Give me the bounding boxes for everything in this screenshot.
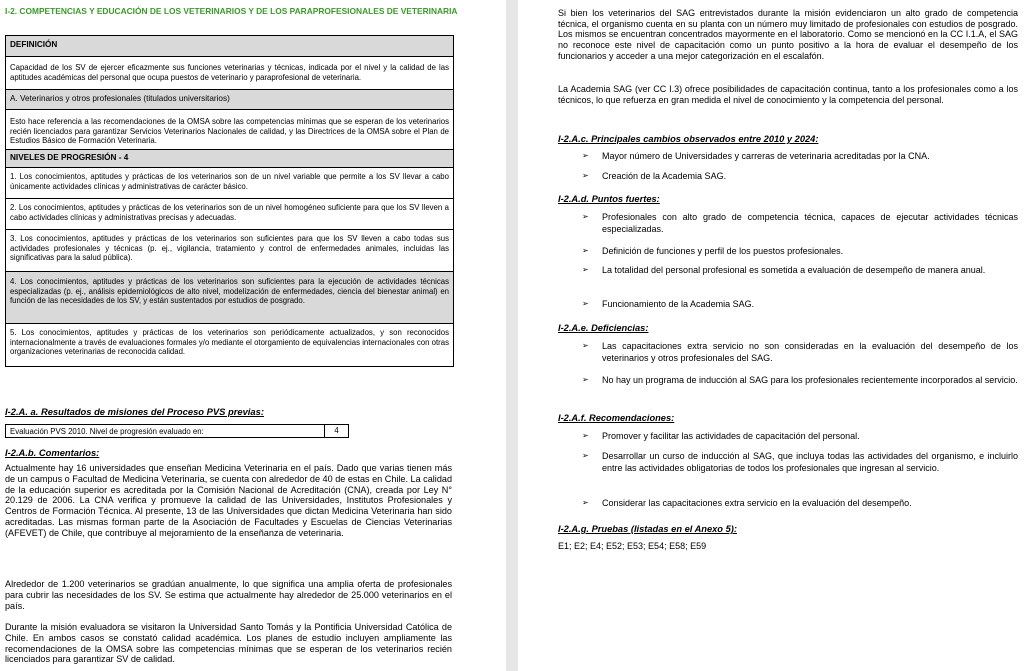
page-gutter (506, 0, 518, 671)
deficiencies-heading: I-2.A.e. Deficiencias: (558, 323, 649, 333)
bullet-arrow-icon: ➢ (582, 431, 589, 440)
bullet-arrow-icon: ➢ (582, 375, 589, 384)
intro-paragraph-2: La Academia SAG (ver CC I.3) ofrece posibilidades de capacitación continua, tanto a los profesionales como a los técnicos, lo que refuerza en gran medida el nivel de conocimiento y la competencia del personal. (558, 84, 1018, 105)
strengths-heading: I-2.A.d. Puntos fuertes: (558, 194, 660, 204)
level-5: 5. Los conocimientos, aptitudes y prácticas de los veterinarios son periódicamente actualizados, y son reconocidos internacionalmente a través de evaluaciones formales y/o mediante el otorgamiento de equivalencias internacionales con otras organizaciones veterinarias de reconocida calidad. (10, 328, 449, 357)
strengths-item: ➢ Funcionamiento de la Academia SAG. (582, 299, 755, 309)
recommendations-heading: I-2.A.f. Recomendaciones: (558, 413, 675, 423)
evidence-list: E1; E2; E4; E52; E53; E54; E58; E59 (558, 541, 707, 551)
comment-paragraph-3: Durante la misión evaluadora se visitaron la Universidad Santo Tomás y la Pontificia Universidad Católica de Chile. En ambos casos se constató calidad académica. Los planes de estudio incluyen ampliamente las recomendaciones de la OMSA sobre las competencias mínimas que se esperan de los veterinarios recién licenciados para garantizar SV de calidad. (5, 622, 452, 665)
level-2: 2. Los conocimientos, aptitudes y prácticas de los veterinarios son de un nivel homogéneo suficiente para que los SV lleven a cabo actividades clínicas y administrativas precisas y adecuadas. (6, 199, 453, 230)
definition-header: DEFINICIÓN (6, 36, 453, 57)
recommendations-item: ➢ Promover y facilitar las actividades de capacitación del personal. (582, 431, 860, 441)
section-title: I-2. COMPETENCIAS Y EDUCACIÓN DE LOS VETERINARIOS Y DE LOS PARAPROFESIONALES DE VETERINARIA (5, 6, 458, 16)
comments-heading: I-2.A.b. Comentarios: (5, 447, 100, 458)
comment-paragraph-2: Alrededor de 1.200 veterinarios se gradúan anualmente, lo que significa una amplia oferta de profesionales para cubrir las necesidades de los SV. Se estima que actualmente hay alrededor de 25.000 veterinarios en el país. (5, 579, 452, 611)
bullet-arrow-icon: ➢ (582, 246, 589, 255)
level-1: 1. Los conocimientos, aptitudes y prácticas de los veterinarios son de un nivel variable que permite a los SV llevar a cabo únicamente actividades clínicas y administrativas de carácter básico. (6, 168, 453, 199)
bullet-arrow-icon: ➢ (582, 299, 589, 308)
changes-heading: I-2.A.c. Principales cambios observados entre 2010 y 2024: (558, 134, 819, 144)
comment-paragraph-1: Actualmente hay 16 universidades que enseñan Medicina Veterinaria en el país. Dado que varias tienen más de un campus o Facultad de Medicina Veterinaria, se cuenta con alrededor de 40 de estas en Chile. La calidad de la educación superior es acreditada por la Comisión Nacional de Acreditación (CNA), creada por Ley N° 20.129 de 2006. La CNA verifica y promueve la calidad de las Universidades, Institutos Profesionales y Centros de Formación Técnica. Al presente, 13 de las Universidades que dictan Medicina Veterinaria han sido acreditadas. Las mismas forman parte de la Asociación de Facultades y Escuelas de Ciencias Veterinarias (AFEVET) de Chile, que contribuye al mejoramiento de la enseñanza de veterinaria. (5, 463, 452, 538)
evaluation-label: Evaluación PVS 2010. Nivel de progresión evaluado en: (10, 427, 204, 436)
bullet-arrow-icon: ➢ (582, 171, 589, 180)
bullet-arrow-icon: ➢ (582, 341, 589, 350)
changes-item: ➢ Creación de la Academia SAG. (582, 171, 727, 181)
criteria-table (5, 35, 454, 367)
document-page-right (518, 0, 1024, 671)
deficiencies-item: ➢ No hay un programa de inducción al SAG para los profesionales recientemente incorporados al servicio. (582, 375, 1018, 385)
evaluation-value: 4 (324, 424, 348, 438)
evaluation-box (5, 424, 349, 438)
strengths-item: ➢ Profesionales con alto grado de competencia técnica, capaces de ejecutar actividades técnicas especializadas. (582, 212, 1018, 235)
level-4-selected: 4. Los conocimientos, aptitudes y prácticas de los veterinarios son suficientes para la ejecución de actividades técnicas especializadas (p. ej., análisis epidemiológicos de alto nivel, modelización de enfermedades, ciencia del bienestar animal) en función de las necesidades de los SV, y están sustentados por estudios de posgrado. (6, 272, 453, 324)
level-3: 3. Los conocimientos, aptitudes y prácticas de los veterinarios son suficientes para que los SV lleven a cabo todas sus actividades profesionales y técnicas (p. ej., vigilancia, tratamiento y control de enfermedades animales, incluidas las significativas para la salud pública). (6, 230, 453, 272)
bullet-arrow-icon: ➢ (582, 265, 589, 274)
intro-paragraph-1: Si bien los veterinarios del SAG entrevistados durante la misión evidenciaron un alto grado de competencia técnica, el organismo cuenta en su planta con un número muy limitado de profesionales con estudios de posgrado. Los mismos se encuentran concentrados mayormente en el laboratorio. Como se mencionó en la CC I.1.A, el SAG no reconoce este nivel de capacitación como un punto positivo a la hora de evaluar el desempeño de los funcionarios y acceder a una mejor categorización en el escalafón. (558, 8, 1018, 61)
strengths-item: ➢ La totalidad del personal profesional es sometida a evaluación de desempeño de manera anual. (582, 265, 986, 275)
section-a-header: A. Veterinarios y otros profesionales (titulados universitarios) (6, 90, 453, 110)
bullet-arrow-icon: ➢ (582, 151, 589, 160)
bullet-arrow-icon: ➢ (582, 451, 589, 460)
definition-body: Capacidad de los SV de ejercer eficazmente sus funciones veterinarias y técnicas, indicada por el nivel y la calidad de las aptitudes académicas del personal que ocupa puestos de veterinario y paraprofesional de veterinaria. (6, 57, 453, 90)
document-page-left (0, 0, 506, 671)
progression-levels-header: NIVELES DE PROGRESIÓN - 4 (6, 150, 453, 168)
deficiencies-item: ➢ Las capacitaciones extra servicio no son consideradas en la evaluación del desempeño de los veterinarios y otros profesionales del SAG. (582, 341, 1018, 364)
evidence-heading: I-2.A.g. Pruebas (listadas en el Anexo 5): (558, 524, 737, 534)
bullet-arrow-icon: ➢ (582, 212, 589, 221)
section-a-body: Esto hace referencia a las recomendaciones de la OMSA sobre las competencias mínimas que se esperan de los veterinarios recién licenciados para garantizar Servicios Veterinarios Nacionales de calidad, y las Directrices de la OMSA sobre el Plan de Estudios Básico de Formación Veterinaria. (6, 110, 453, 150)
bullet-arrow-icon: ➢ (582, 498, 589, 507)
strengths-item: ➢ Definición de funciones y perfil de los puestos profesionales. (582, 246, 844, 256)
results-heading: I-2.A. a. Resultados de misiones del Proceso PVS previas: (5, 406, 264, 417)
recommendations-item: ➢ Desarrollar un curso de inducción al SAG, que incluya todas las actividades del organismo, e incluirlo entre las actividades obligatorias de todos los profesionales que ingresan al servicio. (582, 451, 1018, 474)
changes-item: ➢ Mayor número de Universidades y carreras de veterinaria acreditadas por la CNA. (582, 151, 930, 161)
recommendations-item: ➢ Considerar las capacitaciones extra servicio en la evaluación del desempeño. (582, 498, 912, 508)
